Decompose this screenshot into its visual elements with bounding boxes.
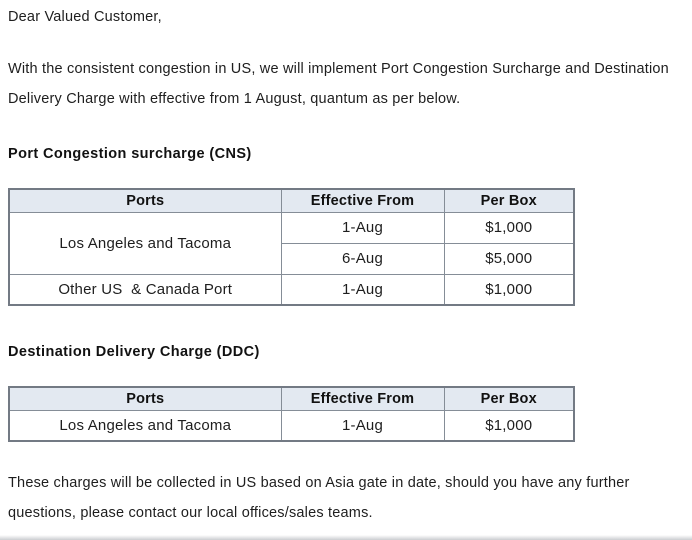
intro-line-2: Delivery Charge with effective from 1 August, quantum as per below. [8,91,461,107]
cns-table [8,188,575,306]
ddc-header-effective-from: Effective From [281,387,444,410]
table-row [9,212,574,243]
closing-line-1: These charges will be collected in US based on Asia gate in date, should you have any further [8,475,630,491]
ddc-table [8,386,575,442]
cns-cell-per-box: $5,000 [444,243,574,274]
section-heading-cns: Port Congestion surcharge (CNS) [8,146,252,162]
cns-cell-port: Other US & Canada Port [9,274,281,305]
cns-cell-per-box: $1,000 [444,212,574,243]
ddc-header-ports: Ports [9,387,281,410]
cns-cell-effective: 1-Aug [281,274,444,305]
cns-header-row [9,189,574,212]
closing-line-2: questions, please contact our local offices/sales teams. [8,505,373,521]
ddc-header-per-box: Per Box [444,387,574,410]
section-heading-ddc: Destination Delivery Charge (DDC) [8,344,260,360]
closing-paragraph [8,468,684,528]
cns-cell-per-box: $1,000 [444,274,574,305]
intro-line-1: With the consistent congestion in US, we will implement Port Congestion Surcharge and Destination [8,61,669,77]
cns-cell-port-merged: Los Angeles and Tacoma [9,212,281,274]
ddc-cell-effective: 1-Aug [281,410,444,441]
ddc-cell-per-box: $1,000 [444,410,574,441]
intro-paragraph [8,54,684,114]
ddc-cell-port: Los Angeles and Tacoma [9,410,281,441]
table-row [9,274,574,305]
cns-header-effective-from: Effective From [281,189,444,212]
cns-header-ports: Ports [9,189,281,212]
cns-cell-effective: 1-Aug [281,212,444,243]
salutation: Dear Valued Customer, [8,9,162,25]
ddc-header-row [9,387,574,410]
cns-header-per-box: Per Box [444,189,574,212]
image-bottom-edge [0,535,692,540]
table-row [9,410,574,441]
cns-cell-effective: 6-Aug [281,243,444,274]
